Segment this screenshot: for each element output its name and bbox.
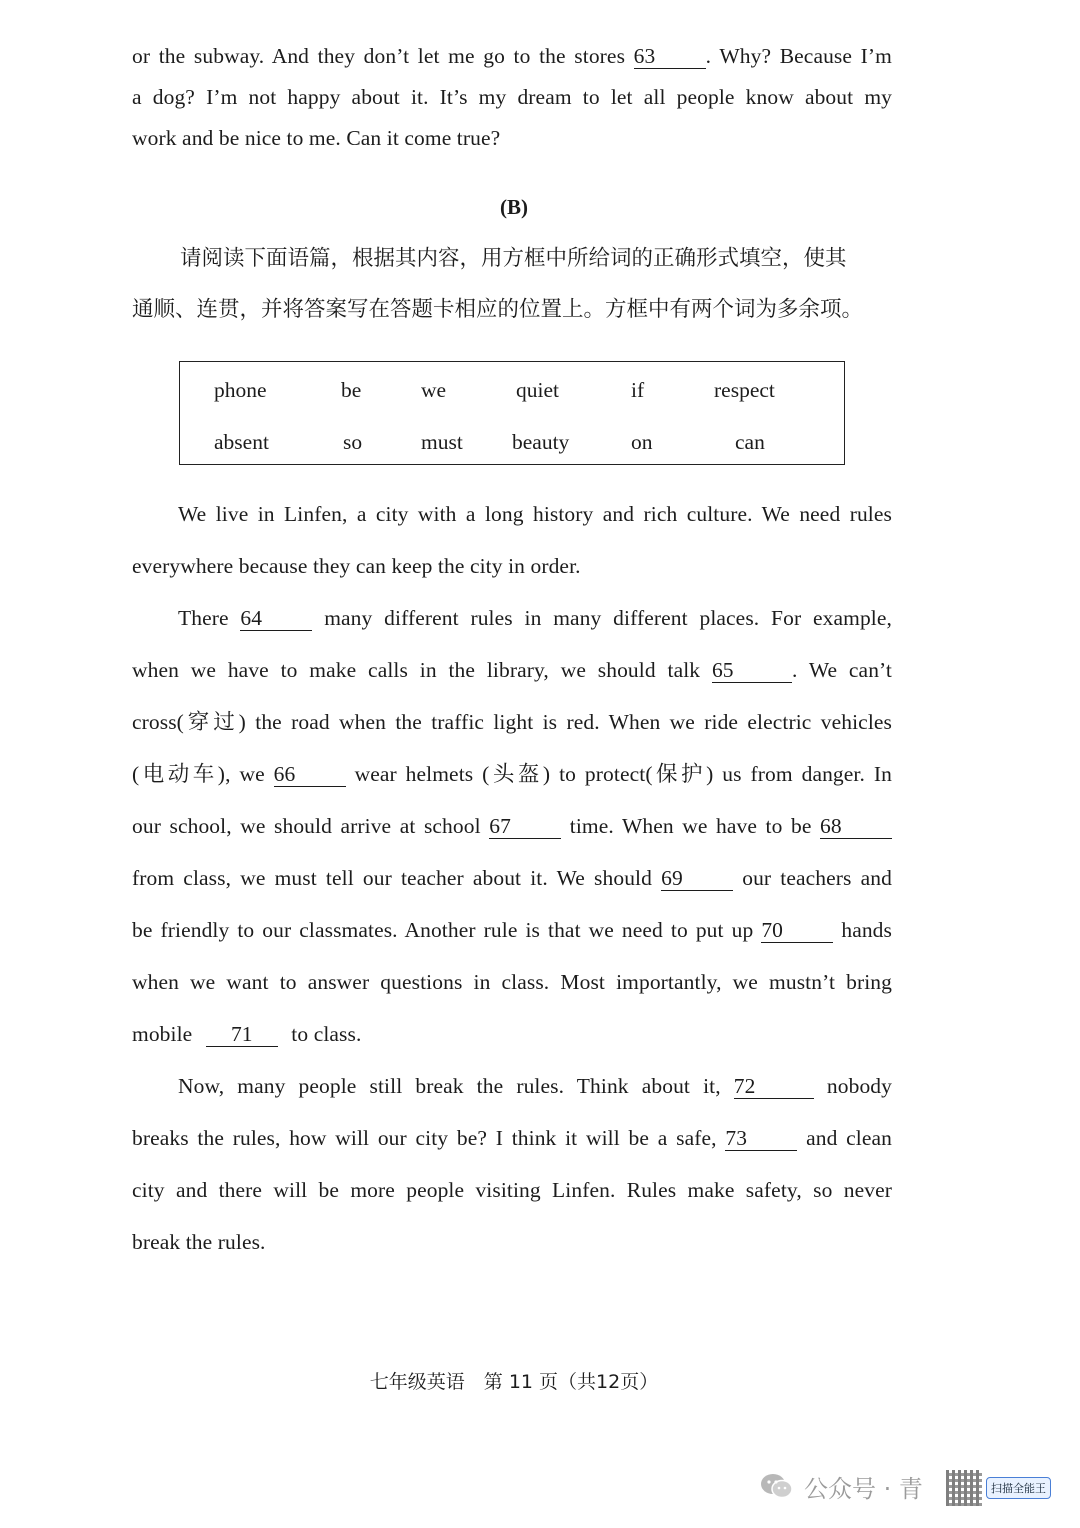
stamp-label: 扫描全能王 (986, 1477, 1051, 1499)
blank-65: 65 (712, 659, 792, 683)
text: to class. (291, 1022, 362, 1046)
page-footer: 七年级英语 第 11 页（共12页） (369, 1371, 659, 1393)
passage-b-line-7 (132, 812, 892, 840)
word-quiet: quiet (516, 378, 559, 402)
text: mobile (132, 1022, 193, 1046)
text: our school, we should arrive at school (132, 814, 481, 838)
passage-b-line-10: when we want to answer questions in class. Most importantly, we mustn’t bring (132, 970, 892, 994)
blank-63: 63 (634, 45, 706, 69)
watermark-text: 公众号 · 青 (804, 1474, 923, 1503)
text: when we have to make calls in the library, we should talk (132, 658, 701, 682)
blank-69: 69 (661, 867, 733, 891)
passage-b-line-8 (132, 864, 892, 892)
word-so: so (343, 430, 363, 454)
text: nobody (826, 1074, 892, 1098)
passage-a-line-2: a dog? I’m not happy about it. It’s my dream to let all people know about my (132, 85, 892, 109)
passage-a-line-1 (132, 42, 892, 70)
word-on: on (631, 430, 653, 454)
watermark (760, 1466, 923, 1506)
blank-71: 71 (206, 1023, 278, 1047)
passage-b-line-9 (132, 916, 892, 944)
text: time. When we have to be (569, 814, 812, 838)
section-heading: (B) (500, 195, 528, 219)
passage-b-line-6 (132, 760, 892, 788)
text: many different rules in many different places. For example, (324, 606, 892, 630)
text: be friendly to our classmates. Another rule is that we need to put up (132, 918, 754, 942)
passage-b-line-12 (178, 1072, 892, 1100)
word-if: if (631, 378, 645, 402)
passage-b-line-15: break the rules. (132, 1230, 266, 1254)
word-must: must (421, 430, 463, 454)
word-can: can (735, 430, 765, 454)
qr-code-icon (946, 1470, 982, 1506)
passage-b-line-3 (178, 604, 892, 632)
passage-b-line-5: cross(穿过) the road when the traffic light is red. When we ride electric vehicles (132, 710, 892, 734)
wechat-icon (760, 1472, 794, 1500)
passage-b-line-14: city and there will be more people visiting Linfen. Rules make safety, so never (132, 1178, 892, 1202)
text: wear helmets (头盔) to protect(保护) us from danger. In (354, 762, 892, 786)
blank-72: 72 (734, 1075, 814, 1099)
scanner-stamp (946, 1468, 1058, 1508)
word-be: be (341, 378, 362, 402)
word-box (179, 361, 845, 465)
text: from class, we must tell our teacher about it. We should (132, 866, 652, 890)
blank-70: 70 (761, 919, 833, 943)
word-absent: absent (214, 430, 269, 454)
word-respect: respect (714, 378, 775, 402)
blank-66: 66 (274, 763, 346, 787)
text: or the subway. And they don’t let me go to the stores (132, 44, 626, 68)
blank-73: 73 (725, 1127, 797, 1151)
blank-64: 64 (240, 607, 312, 631)
text: hands (841, 918, 893, 942)
text: . We can’t (791, 658, 892, 682)
text: Now, many people still break the rules. Think about it, (178, 1074, 721, 1098)
passage-b-line-13 (132, 1124, 892, 1152)
text: breaks the rules, how will our city be? I think it will be a safe, (132, 1126, 717, 1150)
instruction-line-1: 请阅读下面语篇，根据其内容，用方框中所给词的正确形式填空，使其 (180, 246, 847, 271)
passage-b-line-1: We live in Linfen, a city with a long history and rich culture. We need rules (178, 502, 892, 526)
text: and clean (806, 1126, 893, 1150)
word-we: we (421, 378, 447, 402)
passage-b-line-11 (132, 1020, 892, 1048)
blank-68: 68 (820, 815, 892, 839)
passage-b-line-2: everywhere because they can keep the city in order. (132, 554, 581, 578)
text: There (178, 606, 229, 630)
text: (电动车), we (132, 762, 265, 786)
passage-b-line-4 (132, 656, 892, 684)
text: . Why? Because I’m (705, 44, 893, 68)
text: our teachers and (742, 866, 892, 890)
word-beauty: beauty (512, 430, 570, 454)
instruction-line-2: 通顺、连贯，并将答案写在答题卡相应的位置上。方框中有两个词为多余项。 (132, 297, 864, 322)
passage-a-line-3: work and be nice to me. Can it come true? (132, 126, 501, 150)
word-phone: phone (214, 378, 267, 402)
blank-67: 67 (489, 815, 561, 839)
